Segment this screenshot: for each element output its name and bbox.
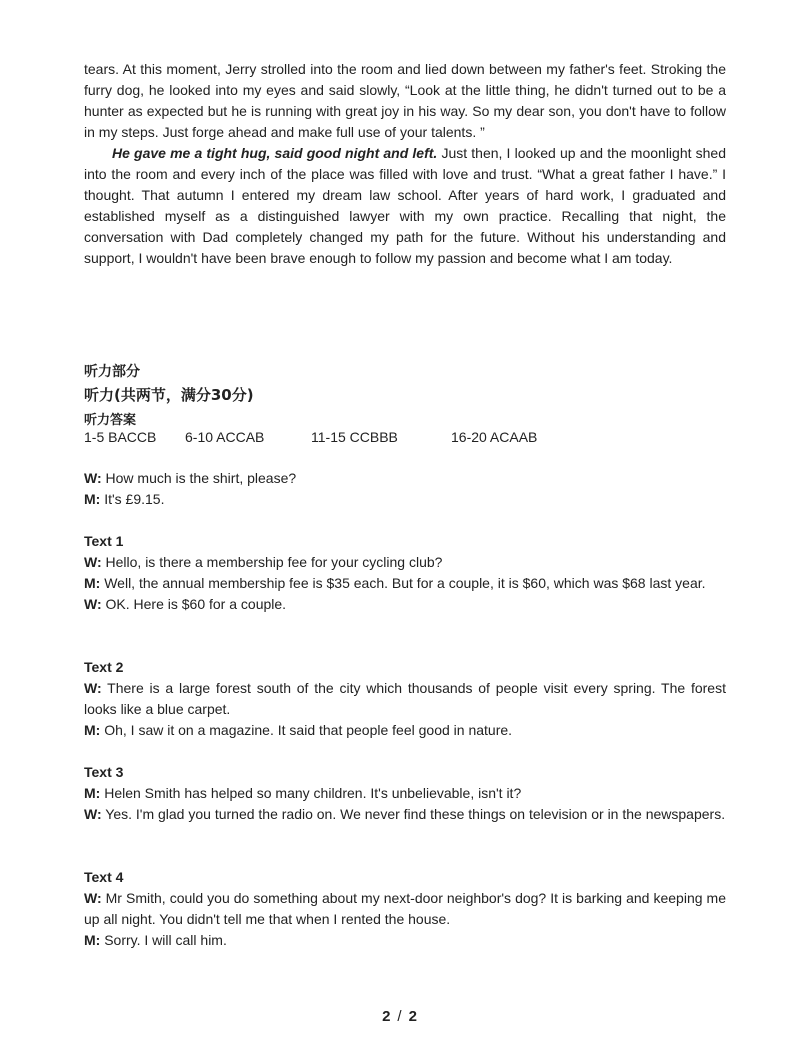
page-number bbox=[0, 1008, 800, 1025]
dialog-line bbox=[84, 489, 726, 510]
answers-title: 听力答案 bbox=[84, 413, 137, 428]
speaker-label: W: bbox=[84, 806, 102, 822]
dialog-line bbox=[84, 930, 726, 951]
dialog-text: How much is the shirt, please? bbox=[101, 470, 297, 486]
answer-group-3: 11-15 CCBBB bbox=[311, 429, 398, 445]
dialog-line bbox=[84, 783, 726, 804]
answer-group-4: 16-20 ACAAB bbox=[451, 429, 538, 445]
speaker-label: M: bbox=[84, 722, 101, 738]
dialog-text: Helen Smith has helped so many children. It's unbelievable, isn't it? bbox=[100, 785, 522, 801]
dialog-line bbox=[84, 804, 726, 825]
dialog-text: Hello, is there a membership fee for your cycling club? bbox=[101, 554, 443, 570]
speaker-label: W: bbox=[84, 680, 102, 696]
dialog-text: Yes. I'm glad you turned the radio on. We never find these things on television or in the newspapers. bbox=[101, 806, 726, 822]
dialog-line bbox=[84, 678, 726, 720]
text-1-block bbox=[84, 531, 726, 615]
text-3-title: Text 3 bbox=[84, 764, 124, 780]
current-page-number: 2 bbox=[382, 1008, 392, 1025]
text-4-block bbox=[84, 867, 726, 951]
text-3-block bbox=[84, 762, 726, 825]
listening-section-title: 听力部分 bbox=[84, 364, 140, 380]
dialog-text: Well, the annual membership fee is $35 each. But for a couple, it is $60, which was $68 last year. bbox=[100, 575, 706, 591]
answer-group-2: 6-10 ACCAB bbox=[185, 429, 265, 445]
speaker-label: M: bbox=[84, 491, 101, 507]
dialog-text: It's £9.15. bbox=[100, 491, 165, 507]
story-passage bbox=[84, 59, 726, 269]
dialog-text: Mr Smith, could you do something about my next-door neighbor's dog? It is barking and keeping me up all night. You didn't tell me that when I rented the house. bbox=[84, 890, 726, 927]
total-pages-number: 2 bbox=[408, 1008, 418, 1025]
text-2-title: Text 2 bbox=[84, 659, 124, 675]
speaker-label: W: bbox=[84, 890, 102, 906]
speaker-label: M: bbox=[84, 785, 101, 801]
intro-dialog bbox=[84, 468, 726, 510]
speaker-label: W: bbox=[84, 596, 102, 612]
dialog-text: OK. Here is $60 for a couple. bbox=[101, 596, 287, 612]
story-paragraph-2 bbox=[84, 143, 726, 269]
dialog-text: Oh, I saw it on a magazine. It said that people feel good in nature. bbox=[100, 722, 513, 738]
speaker-label: M: bbox=[84, 575, 101, 591]
dialog-line bbox=[84, 720, 726, 741]
dialog-line bbox=[84, 573, 726, 594]
story-paragraph-1: tears. At this moment, Jerry strolled into the room and lied down between my father's feet. Stroking the furry dog, he looked into my eyes and said slowly, “Look at the little thing, he didn't turned out to be a hunter as expected but he is running with great joy in his way. So my dear son, you don't have to follow in my steps. Just forge ahead and make full use of your talents. ” bbox=[84, 61, 726, 140]
speaker-label: M: bbox=[84, 932, 101, 948]
story-paragraph-2-lead: He gave me a tight hug, said good night and left. bbox=[112, 145, 438, 161]
dialog-line bbox=[84, 594, 726, 615]
speaker-label: W: bbox=[84, 554, 102, 570]
dialog-line bbox=[84, 552, 726, 573]
dialog-line bbox=[84, 888, 726, 930]
story-paragraph-2-body: Just then, I looked up and the moonlight shed into the room and every inch of the place was filled with love and trust. “What a great father I have.” I thought. That autumn I entered my dream law school. After years of hard work, I graduated and established myself as a distinguished lawyer with my own practice. Recalling that night, the conversation with Dad completely changed my path for the future. Without his understanding and support, I wouldn't have been brave enough to follow my passion and become what I am today. bbox=[84, 145, 726, 266]
dialog-line bbox=[84, 468, 726, 489]
text-4-title: Text 4 bbox=[84, 869, 124, 885]
answer-group-1: 1-5 BACCB bbox=[84, 429, 157, 445]
page-separator: / bbox=[397, 1008, 403, 1025]
listening-subtitle: 听力(共两节，满分30分) bbox=[84, 386, 254, 404]
dialog-text: There is a large forest south of the city which thousands of people visit every spring. The forest looks like a blue carpet. bbox=[84, 680, 726, 717]
text-1-title: Text 1 bbox=[84, 533, 124, 549]
dialog-text: Sorry. I will call him. bbox=[100, 932, 227, 948]
speaker-label: W: bbox=[84, 470, 102, 486]
text-2-block bbox=[84, 657, 726, 741]
